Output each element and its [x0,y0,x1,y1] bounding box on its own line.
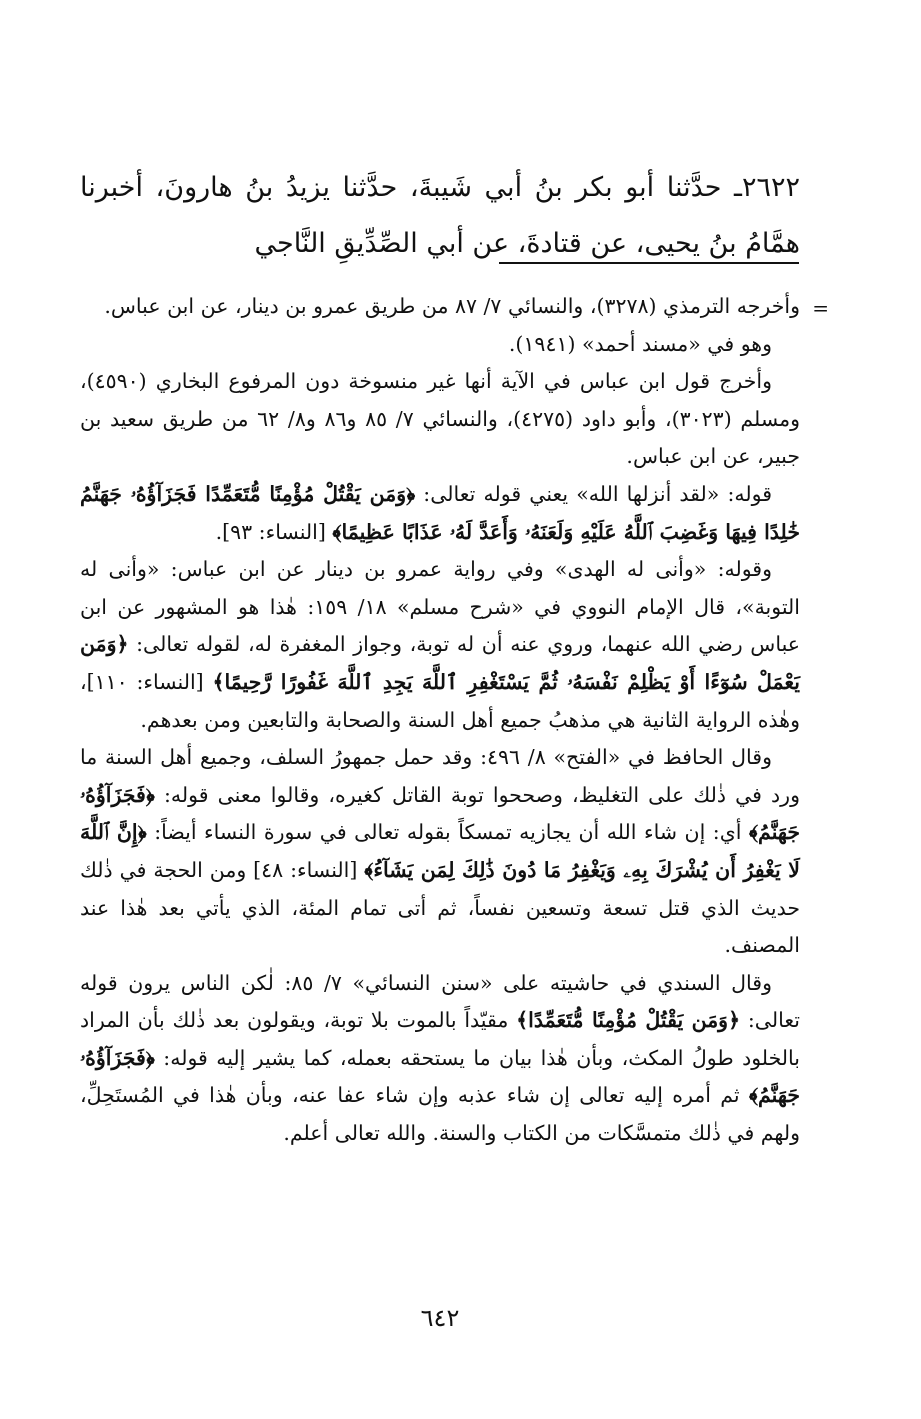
hadith-number: ٢٦٢٢ [741,172,800,203]
footnote-text: [النساء: ١١٠]، وهٰذه الرواية الثانية هي مذهبُ جميع أهل السنة والصحابة والتابعين ومن بعدهم. [80,669,800,732]
footnote-paragraph [80,288,800,326]
footnote-paragraph [80,476,800,551]
footnote-separator [499,262,799,264]
footnote-text: [النساء: ٩٣]. [215,519,333,544]
quran-verse: ﴿وَمَن يَقْتُلْ مُؤْمِنًا مُّتَعَمِّدًا﴾ [516,1008,741,1033]
quran-verse: ﴿إِنَّ ٱللَّهَ لَا يَغْفِرُ أَن يُشْرَكَ بِهِۦ وَيَغْفِرُ مَا دُونَ ذَٰلِكَ لِمَن يَشَآءُ﴾ [80,820,800,882]
page-number: ٦٤٢ [420,1304,460,1332]
footnote-paragraph [80,363,800,476]
footnote-text: ثم أمره إليه تعالى إن شاء عذبه وإن شاء عفا عنه، وبأن هٰذا في المُستَحِلِّ، ولهم في ذٰلك متمسَّكات من الكتاب والسنة. والله تعالى أعلم. [80,1083,800,1146]
footnote-text: أي: إن شاء الله أن يجازيه تمسكاً بقوله تعالى في سورة النساء أيضاً: [146,820,749,845]
footnote-text: [النساء: ٤٨] ومن الحجة في ذٰلك حديث الذي قتل تسعة وتسعين نفساً، ثم أتى تمام المئة، الذي يأتي بعد هٰذا عند المصنف. [80,857,800,958]
hadith-text [80,160,800,272]
footnote-text: وقال السندي في حاشيته على «سنن النسائي» ٧/ ٨٥: لٰكن الناس يرون قوله تعالى: [80,970,800,1033]
footnote-text: وأخرج قول ابن عباس في الآية أنها غير منسوخة دون المرفوع البخاري (٤٥٩٠)، ومسلم (٣٠٢٣)، وأبو داود (٤٢٧٥)، والنسائي ٧/ ٨٥ و٨٦ و٨/ ٦٢ من طريق سعيد بن جبير، عن ابن عباس. [80,369,800,469]
footnote-continuation-marker: = [812,296,829,320]
footnote-paragraph [80,326,800,364]
footnote-text: مقيّداً بالموت بلا توبة، ويقولون بعد ذٰلك بأن المراد بالخلود طولُ المكث، وبأن هٰذا بيان ما يستحقه بعمله، كما يشير إليه قوله: [80,1008,800,1070]
quran-verse: ﴿فَجَزَآؤُهُۥ جَهَنَّمُ﴾ [80,782,801,845]
footnote-paragraph [80,965,800,1153]
footnote-paragraph [80,551,800,739]
footnote-text: وقوله: «وأنى له الهدى» وفي رواية عمرو بن دينار عن ابن عباس: «وأنى له التوبة»، قال الإمام النووي في «شرح مسلم» ١٨/ ١٥٩: هٰذا هو المشهور عن ابن عباس رضي الله عنهما، وروي عنه أن له توبة، وجواز المغفرة له، لقوله تعالى: [80,557,800,657]
hadith-isnad: ـ حدَّثنا أبو بكر بنُ أبي شَيبةَ، حدَّثنا يزيدُ بنُ هارونَ، أخبرنا همَّامُ بنُ يحيى، عن قتادةَ، عن أبي الصِّدِّيقِ النَّاجي [80,172,800,259]
quran-verse: ﴿وَمَن يَعْمَلْ سُوٓءًا أَوْ يَظْلِمْ نَفْسَهُۥ ثُمَّ يَسْتَغْفِرِ ٱللَّهَ يَجِدِ ٱللَّهَ غَفُورًا رَّحِيمًا﴾ [80,632,800,694]
quran-verse: ﴿فَجَزَآؤُهُۥ جَهَنَّمُ﴾ [80,1045,800,1108]
footnote-text: وأخرجه الترمذي (٣٢٧٨)، والنسائي ٧/ ٨٧ من طريق عمرو بن دينار، عن ابن عباس. [104,294,800,318]
footnotes [80,288,800,1153]
footnote-paragraph [80,739,800,965]
footnote-text: وهو في «مسند أحمد» (١٩٤١). [508,331,772,356]
quran-verse: ﴿وَمَن يَقْتُلْ مُؤْمِنًا مُّتَعَمِّدًا فَجَزَآؤُهُۥ جَهَنَّمُ خَٰلِدًا فِيهَا وَغَضِبَ ٱللَّهُ عَلَيْهِ وَلَعَنَهُۥ وَأَعَدَّ لَهُۥ عَذَابًا عَظِيمًا﴾ [80,481,800,544]
footnote-text: وقال الحافظ في «الفتح» ٨/ ٤٩٦: وقد حمل جمهورُ السلف، وجميع أهل السنة ما ورد في ذٰلك على التغليظ، وصححوا توبة القاتل كغيره، وقالوا معنى قوله: [80,745,800,807]
footnote-text: قوله: «لقد أنزلها الله» يعني قوله تعالى: [415,481,772,506]
